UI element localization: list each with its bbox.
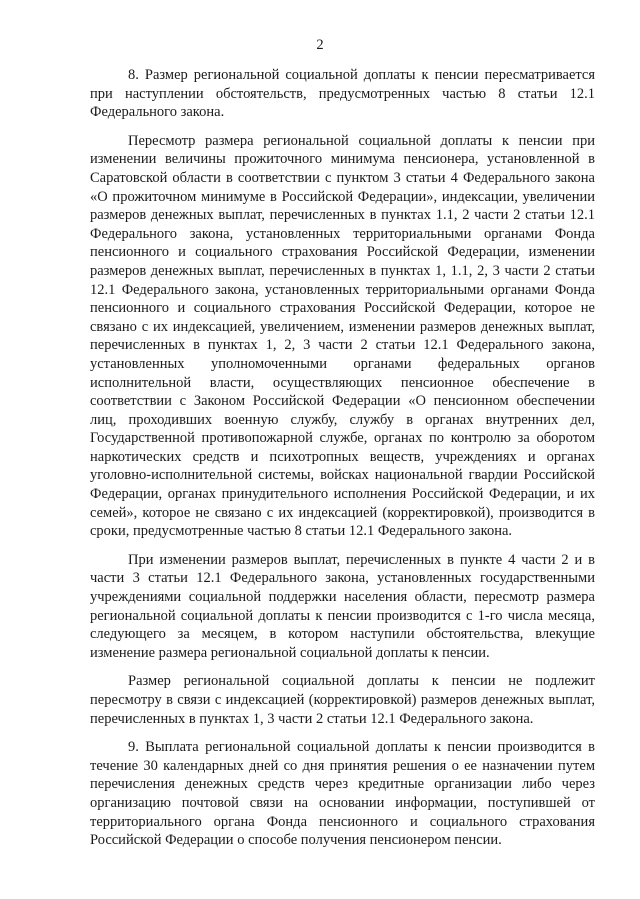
page-number: 2 [316,37,324,53]
paragraph-9-payment: 9. Выплата региональной социальной доплаты к пенсии производится в течение 30 календарных дней со дня принятия решения о ее назначении путем перечисления денежных средств через кредитные организации либо через организацию почтовой связи на основании информации, поступившей от территориального органа Фонда пенсионного и социального страхования Российской Федерации о способе получения пенсионером пенсии. [90,739,595,849]
paragraph-no-recalculation-indexation: Размер региональной социальной доплаты к пенсии не подлежит пересмотру в связи с индексацией (корректировкой) размеров денежных выплат, перечисленных в пунктах 1, 3 части 2 статьи 12.1 Федерального закона. [90,673,595,727]
paragraph-8-recalculation: 8. Размер региональной социальной доплаты к пенсии пересматривается при наступлении обстоятельств, предусмотренных частью 8 статьи 12.1 Федерального закона. [90,67,595,121]
document-body [90,66,595,860]
paragraph-recalculation-regional-payments: При изменении размеров выплат, перечисленных в пункте 4 части 2 и в части 3 статьи 12.1 Федерального закона, установленных государственными учреждениями социальной поддержки населения области, пересмотр размера региональной социальной доплаты к пенсии производится с 1-го числа месяца, следующего за месяцем, в котором наступили обстоятельства, влекущие изменение размера региональной социальной доплаты к пенсии. [90,551,595,661]
paragraph-recalculation-conditions: Пересмотр размера региональной социальной доплаты к пенсии при изменении величины прожиточного минимума пенсионера, установленной в Саратовской области в соответствии с пунктом 3 статьи 4 Федерального закона «О прожиточном минимуме в Российской Федерации», индексации, увеличении размеров денежных выплат, перечисленных в пунктах 1.1, 2 части 2 статьи 12.1 Федерального закона, установленных территориальными органами Фонда пенсионного и социального страхования Российской Федерации, изменении размеров денежных выплат, перечисленных в пунктах 1, 1.1, 2, 3 части 2 статьи 12.1 Федерального закона, установленных территориальными органами Фонда пенсионного и социального страхования Российской Федерации, которое не связано с их индексацией, увеличением, изменении размеров денежных выплат, перечисленных в пунктах 1, 2, 3 части 2 статьи 12.1 Федерального закона, установленных уполномоченными органами федеральных органов исполнительной власти, осуществляющих пенсионное обеспечение в соответствии с Законом Российской Федерации «О пенсионном обеспечении лиц, проходивших военную службу, службу в органах внутренних дел, Государственной противопожарной службе, органах по контролю за оборотом наркотических средств и психотропных веществ, учреждениях и органах уголовно-исполнительной системы, войсках национальной гвардии Российской Федерации, органах принудительного исполнения Российской Федерации, и их семей», которое не связано с их индексацией (корректировкой), производится в сроки, предусмотренные частью 8 статьи 12.1 Федерального закона. [90,132,595,540]
